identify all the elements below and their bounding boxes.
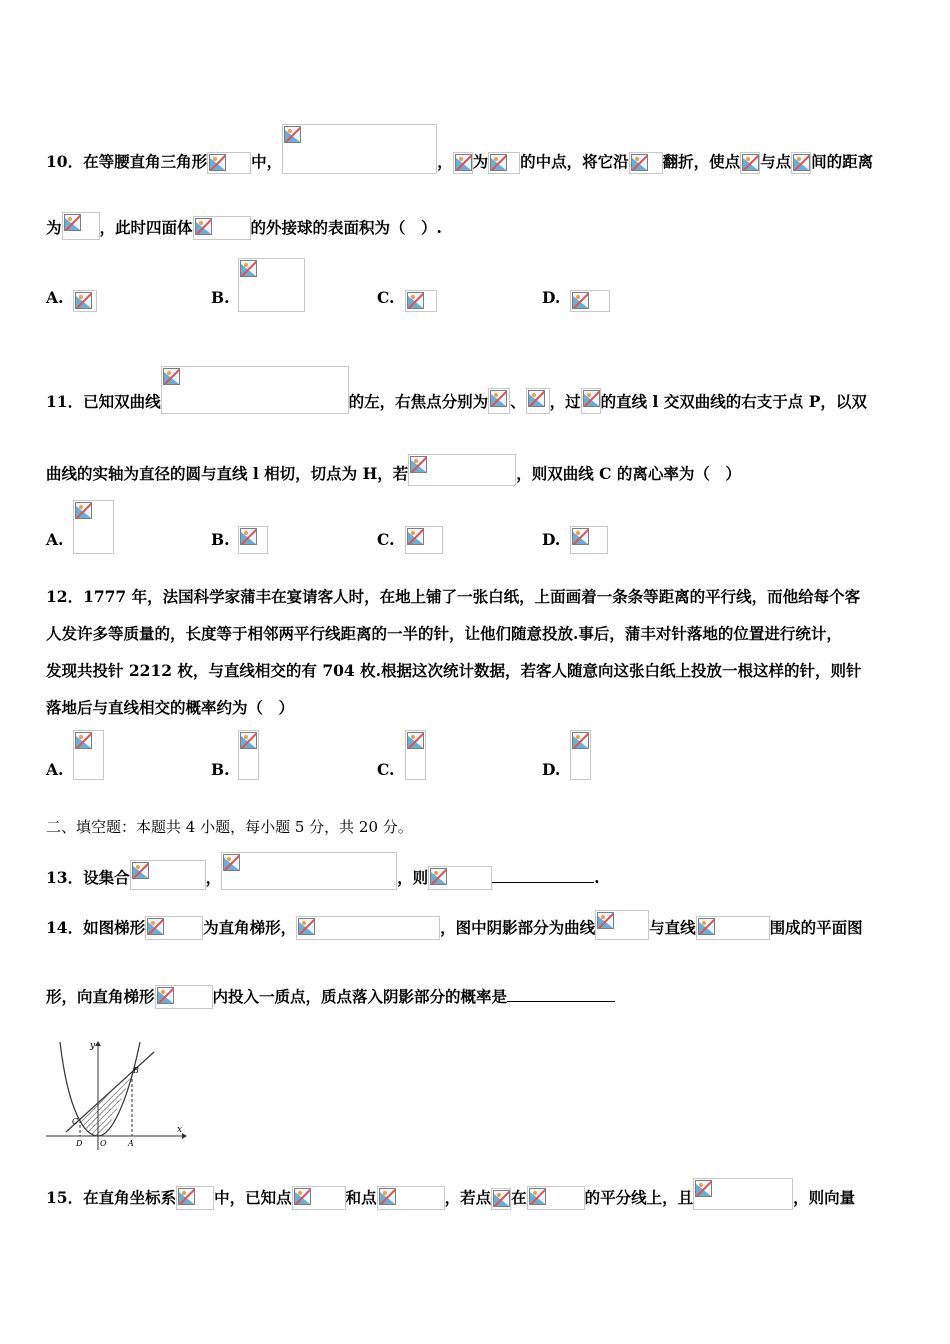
label-a: A xyxy=(128,1139,134,1148)
image-placeholder-icon xyxy=(581,388,601,414)
q11-text: 11．已知双曲线 xyxy=(46,392,161,411)
q15-text: 中，已知点 xyxy=(214,1188,292,1207)
image-placeholder-icon xyxy=(408,454,516,486)
answer-blank[interactable] xyxy=(492,868,594,883)
parabola-line-graph xyxy=(44,1040,189,1152)
image-placeholder-icon xyxy=(526,388,550,414)
image-placeholder-icon xyxy=(176,1186,214,1210)
image-placeholder-icon xyxy=(453,152,473,174)
label-b: B xyxy=(133,1066,139,1075)
q10-option-c[interactable] xyxy=(377,288,394,308)
q14-text: ，图中阴影部分为曲线 xyxy=(440,918,596,937)
image-placeholder-icon xyxy=(193,216,251,240)
image-placeholder-icon xyxy=(527,1186,585,1210)
image-placeholder-icon xyxy=(488,388,510,414)
image-placeholder-icon xyxy=(221,852,397,890)
option-label: D. xyxy=(542,288,561,307)
q10-text: 翻折，使点 xyxy=(662,152,741,171)
q12-option-c[interactable] xyxy=(377,760,394,780)
image-placeholder-icon xyxy=(488,152,520,174)
image-placeholder-icon xyxy=(595,910,649,940)
image-placeholder-icon xyxy=(238,526,268,554)
q15-line xyxy=(46,1178,910,1210)
option-label: D. xyxy=(542,760,561,779)
q11-text: ，过 xyxy=(549,392,581,411)
q12-option-d[interactable] xyxy=(542,760,560,780)
image-placeholder-icon xyxy=(570,290,610,312)
q12-line-4: 落地后与直线相交的概率约为（ ） xyxy=(46,698,295,717)
image-placeholder-icon xyxy=(207,152,251,174)
q15-text: 15．在直角坐标系 xyxy=(46,1188,177,1207)
shaded-region xyxy=(80,1074,132,1136)
q10-line-2 xyxy=(46,212,910,240)
q11-line-1 xyxy=(46,366,910,414)
image-placeholder-icon xyxy=(696,916,770,940)
image-placeholder-icon xyxy=(161,366,349,414)
option-label: D. xyxy=(542,530,561,549)
q11-text: 、 xyxy=(510,392,526,411)
image-placeholder-icon xyxy=(282,124,437,174)
image-placeholder-icon xyxy=(145,916,203,940)
label-y: y xyxy=(90,1041,96,1051)
q13-line xyxy=(46,852,910,890)
q10-option-a[interactable] xyxy=(46,288,63,308)
image-placeholder-icon xyxy=(292,1186,346,1210)
image-placeholder-icon xyxy=(491,1188,511,1210)
q11-option-a[interactable] xyxy=(46,530,63,550)
option-label: C. xyxy=(377,530,395,549)
q12-line-1: 12．1777 年，法国科学家蒲丰在宴请客人时，在地上铺了一张白纸，上面画着一条条等距离的平行线，而他给每个客 xyxy=(46,587,861,606)
q11-line-2 xyxy=(46,454,910,486)
q11-option-d[interactable] xyxy=(542,530,560,550)
q11-option-b[interactable] xyxy=(211,530,230,550)
q10-text: 中， xyxy=(251,152,283,171)
image-placeholder-icon xyxy=(377,1186,445,1210)
q11-option-c[interactable] xyxy=(377,530,394,550)
label-o: O xyxy=(100,1139,107,1148)
q10-text: 间的距离 xyxy=(811,152,874,171)
q10-option-d[interactable] xyxy=(542,288,560,308)
q15-text: 的平分线上，且 xyxy=(584,1188,694,1207)
q14-text: 14．如图梯形 xyxy=(46,918,146,937)
image-placeholder-icon xyxy=(296,916,440,940)
q14-text: 围成的平面图 xyxy=(769,918,863,937)
q12-option-a[interactable] xyxy=(46,760,63,780)
q10-text: 为 xyxy=(46,218,62,237)
option-label: B. xyxy=(211,530,230,549)
q15-text: ，则向量 xyxy=(793,1188,856,1207)
image-placeholder-icon xyxy=(428,866,492,890)
image-placeholder-icon xyxy=(62,212,100,240)
q14-text: 与直线 xyxy=(649,918,696,937)
image-placeholder-icon xyxy=(130,860,206,890)
q11-text: 的左，右焦点分别为 xyxy=(348,392,489,411)
label-c: C xyxy=(72,1117,79,1126)
option-label: A. xyxy=(46,288,64,307)
image-placeholder-icon xyxy=(238,258,305,312)
q14-line-2 xyxy=(46,985,910,1009)
image-placeholder-icon xyxy=(405,290,437,312)
section-heading: 二、填空题：本题共 4 小题，每小题 5 分，共 20 分。 xyxy=(46,818,413,836)
image-placeholder-icon xyxy=(693,1178,793,1210)
answer-blank[interactable] xyxy=(507,987,615,1002)
q15-text: 在 xyxy=(511,1188,527,1207)
option-label: B. xyxy=(211,288,230,307)
q10-text: 为 xyxy=(472,152,489,171)
q12-line-3: 发现共投针 2212 枚，与直线相交的有 704 枚.根据这次统计数据，若客人随意向这张白纸上投放一根这样的针，则针 xyxy=(46,661,862,680)
q10-text: ，此时四面体 xyxy=(99,218,193,237)
image-placeholder-icon xyxy=(629,152,663,174)
q14-text: 内投入一质点，质点落入阴影部分的概率是 xyxy=(212,987,508,1006)
q14-text: 形，向直角梯形 xyxy=(46,987,155,1006)
q13-text: 13．设集合 xyxy=(46,868,130,887)
option-label: A. xyxy=(46,760,64,779)
q10-line-1 xyxy=(46,124,910,174)
q10-text: 10．在等腰直角三角形 xyxy=(46,152,208,171)
q11-text: 的直线 l 交双曲线的右支于点 P，以双 xyxy=(600,392,867,411)
q12-option-b[interactable] xyxy=(211,760,230,780)
q10-text: 的中点，将它沿 xyxy=(520,152,629,171)
q10-text: ， xyxy=(437,152,453,171)
q10-text: 的外接球的表面积为（ ）. xyxy=(250,218,442,237)
q10-text: 与点 xyxy=(760,152,792,171)
image-placeholder-icon xyxy=(73,500,114,554)
option-label: C. xyxy=(377,288,395,307)
label-x: x xyxy=(177,1125,183,1135)
image-placeholder-icon xyxy=(73,290,97,312)
image-placeholder-icon xyxy=(405,730,426,780)
image-placeholder-icon xyxy=(570,526,608,554)
image-placeholder-icon xyxy=(155,985,213,1009)
q11-text: ，则双曲线 C 的离心率为（ ） xyxy=(516,464,741,483)
q13-text: . xyxy=(594,868,600,887)
image-placeholder-icon xyxy=(405,526,443,554)
q12-line-2: 人发许多等质量的，长度等于相邻两平行线距离的一半的针，让他们随意投放.事后，蒲丰对针落地的位置进行统计， xyxy=(46,624,842,643)
image-placeholder-icon xyxy=(791,152,811,174)
q11-text: 曲线的实轴为直径的圆与直线 l 相切，切点为 H，若 xyxy=(46,464,409,483)
label-d: D xyxy=(76,1139,83,1148)
q13-text: ，则 xyxy=(397,868,429,887)
option-label: B. xyxy=(211,760,230,779)
image-placeholder-icon xyxy=(570,730,591,780)
q14-line-1 xyxy=(46,910,910,940)
q10-option-b[interactable] xyxy=(211,288,230,308)
option-label: A. xyxy=(46,530,64,549)
q15-text: 和点 xyxy=(345,1188,377,1207)
image-placeholder-icon xyxy=(238,730,259,780)
q14-text: 为直角梯形， xyxy=(203,918,297,937)
q15-text: ，若点 xyxy=(444,1188,492,1207)
trapezoid-figure xyxy=(44,1040,189,1152)
option-label: C. xyxy=(377,760,395,779)
image-placeholder-icon xyxy=(740,152,760,174)
image-placeholder-icon xyxy=(73,730,104,780)
q13-text: ， xyxy=(205,868,222,887)
